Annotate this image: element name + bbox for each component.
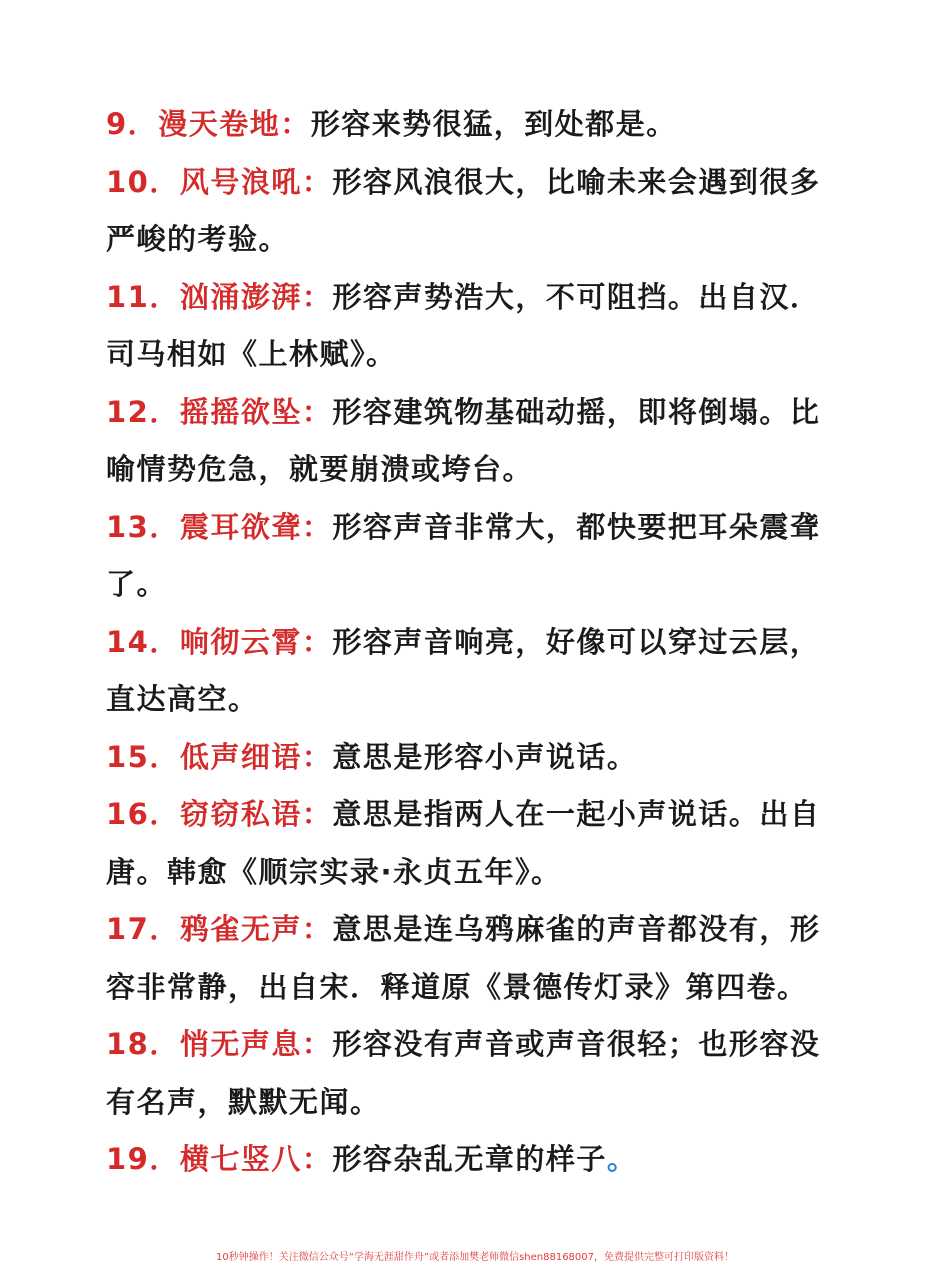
idiom-number: 11．: [106, 279, 180, 314]
idiom-term: 低声细语：: [179, 739, 333, 774]
idiom-entry: [106, 154, 848, 269]
idiom-entry: [106, 1131, 848, 1189]
idiom-term: 鸦雀无声：: [179, 912, 333, 946]
idiom-number: 19．: [106, 1142, 180, 1176]
idiom-entry: [106, 901, 848, 1016]
footer-notice: 10秒钟操作！关注微信公众号“学海无涯甜作舟”或者添加樊老师微信shen88168007，免费提供完整可打印版资料！: [215, 1252, 735, 1263]
idiom-entry: [106, 729, 848, 787]
idiom-entry: [106, 269, 848, 384]
idiom-number: 15．: [106, 739, 180, 774]
idiom-definition: 形容建筑物基础动摇，即将倒塌。比喻情势危急，就要崩溃或垮台。: [106, 394, 821, 486]
idiom-definition: 形容声音响亮，好像可以穿过云层，直达高空。: [106, 624, 821, 716]
idiom-number: 16．: [106, 797, 180, 831]
idiom-number: 10．: [106, 164, 180, 199]
idiom-entry: [106, 786, 848, 901]
idiom-definition: 形容风浪很大，比喻未来会遇到很多严峻的考验。: [106, 164, 821, 256]
idiom-list: [106, 96, 848, 1189]
idiom-definition: 意思是连乌鸦麻雀的声音都没有，形容非常静，出自宋．释道原《景德传灯录》第四卷。: [106, 912, 821, 1004]
idiom-definition: 形容杂乱无章的样子: [332, 1142, 607, 1176]
idiom-definition: 形容声势浩大，不可阻挡。出自汉．司马相如《上林赋》。: [106, 279, 821, 371]
idiom-number: 18．: [106, 1027, 180, 1061]
idiom-entry: [106, 614, 848, 729]
idiom-term: 摇摇欲坠：: [179, 394, 333, 429]
idiom-entry: [106, 1016, 848, 1131]
idiom-term: 悄无声息：: [179, 1027, 333, 1061]
idiom-number: 14．: [106, 624, 180, 659]
idiom-definition: 意思是形容小声说话。: [332, 739, 638, 774]
idiom-term: 震耳欲聋：: [179, 509, 333, 544]
idiom-entry: [106, 499, 848, 614]
idiom-definition: 形容没有声音或声音很轻；也形容没有名声，默默无闻。: [106, 1027, 821, 1119]
idiom-entry: [106, 384, 848, 499]
idiom-number: 17．: [106, 912, 180, 946]
idiom-term: 响彻云霄：: [179, 624, 333, 659]
idiom-definition: 形容来势很猛，到处都是。: [310, 107, 677, 141]
idiom-term: 漫天卷地：: [158, 107, 311, 141]
idiom-entry: [106, 96, 848, 154]
idiom-definition: 形容声音非常大，都快要把耳朵震聋了。: [106, 509, 821, 601]
idiom-term: 横七竖八：: [179, 1142, 333, 1176]
final-period: 。: [606, 1142, 638, 1176]
idiom-definition: 意思是指两人在一起小声说话。出自唐。韩愈《顺宗实录·永贞五年》。: [106, 797, 821, 889]
idiom-number: 13．: [106, 509, 180, 544]
idiom-number: 9．: [106, 107, 159, 141]
idiom-term: 窃窃私语：: [179, 797, 333, 831]
idiom-term: 汹涌澎湃：: [179, 279, 333, 314]
idiom-number: 12．: [106, 394, 180, 429]
idiom-term: 风号浪吼：: [179, 164, 333, 199]
